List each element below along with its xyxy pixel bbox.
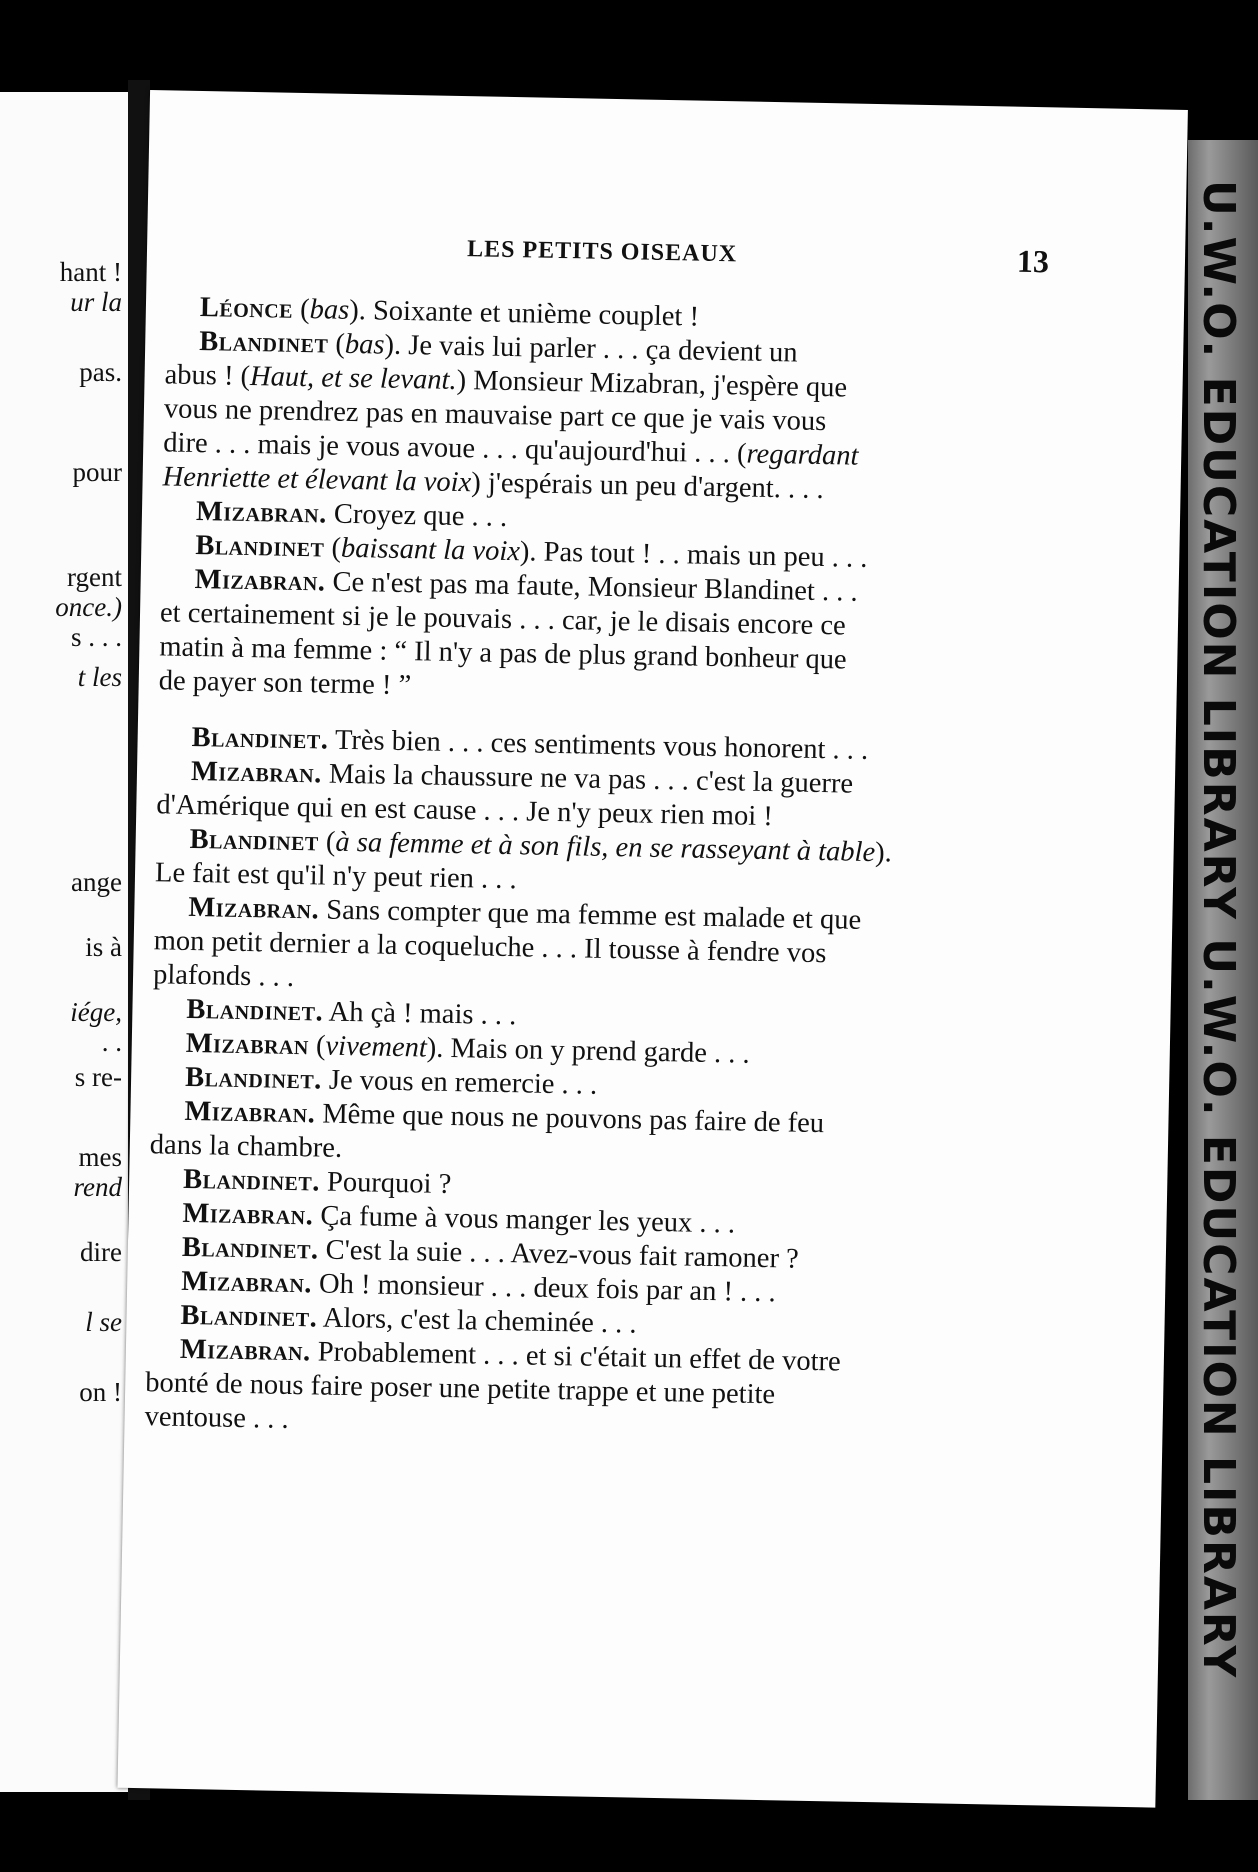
stage-direction: à sa femme et à son fils, en se rasseyant à table (335, 826, 876, 869)
left-page-fragment: mes (78, 1142, 122, 1172)
dialogue-text: ). Pas tout ! . . mais un peu . . . (519, 536, 868, 574)
dialogue-text: ). Mais on y prend garde . . . (426, 1032, 750, 1070)
stage-direction: regardant (746, 438, 859, 472)
left-page-fragment: once.) (55, 592, 122, 622)
play-dialogue (144, 290, 1036, 1450)
speaker-name: Mizabran. (182, 1197, 314, 1232)
left-page-fragment: ange (71, 867, 122, 897)
speaker-name: Mizabran (185, 1027, 310, 1062)
dialogue-text: C'est la suie . . . Avez-vous fait ramoner ? (318, 1234, 800, 1275)
speaker-name: Blandinet. (191, 721, 329, 756)
left-page-fragment: dire (80, 1237, 122, 1267)
dialogue-text: ) Monsieur Mizabran, j'espère que (456, 364, 848, 404)
speaker-name: Blandinet (198, 326, 329, 360)
library-stamp-text: U.W.O. EDUCATION LIBRARY U.W.O. EDUCATION LIBRARY (1193, 180, 1244, 1680)
dialogue-text: Probablement . . . et si c'était un effet de votre (310, 1336, 841, 1378)
speaker-name: Blandinet. (186, 993, 324, 1028)
dialogue-text: Oh ! monsieur . . . deux fois par an ! . . . (311, 1268, 777, 1309)
running-title: LES PETITS OISEAUX (466, 236, 738, 268)
dialogue-text: Le fait est qu'il n'y peut rien . . . (154, 857, 517, 896)
stage-direction: Henriette et élevant la voix (162, 461, 472, 499)
dialogue-text: ventouse . . . (144, 1401, 289, 1435)
dialogue-text: ( (292, 293, 310, 326)
dialogue-text: ) j'espérais un peu d'argent. . . . (470, 467, 824, 506)
speaker-name: Léonce (199, 292, 294, 325)
speaker-name: Mizabran. (194, 563, 326, 598)
dialogue-text: Pourquoi ? (319, 1166, 452, 1201)
dialogue-text: ( (318, 826, 336, 858)
left-page-fragment: rgent (67, 562, 122, 592)
dialogue-text: matin à ma femme : “ Il n'y a pas de plus grand bonheur que (159, 631, 847, 676)
dialogue-text: ( (328, 328, 346, 360)
left-page-fragment: iége, (70, 997, 122, 1027)
dialogue-text: Je vous en remercie . . . (321, 1064, 598, 1101)
dialogue-text: d'Amérique qui en est cause . . . Je n'y peux rien moi ! (156, 789, 774, 833)
speaker-name: Blandinet. (184, 1061, 323, 1096)
left-page-fragment: on ! (79, 1377, 122, 1407)
left-page-fragment: s re- (74, 1062, 122, 1092)
left-page-fragment: ur la (70, 287, 122, 317)
page-number: 13 (1016, 242, 1050, 280)
speaker-name: Mizabran. (195, 495, 328, 530)
running-header (147, 230, 1186, 290)
dialogue-text: Ce n'est pas ma faute, Monsieur Blandinet . . . (325, 566, 858, 608)
dialogue-text: plafonds . . . (152, 959, 295, 993)
dialogue-text: mon petit dernier a la coqueluche . . . Il tousse à fendre vos (153, 925, 827, 970)
stage-direction: vivement (325, 1030, 428, 1064)
speaker-name: Mizabran. (184, 1095, 316, 1130)
speaker-name: Mizabran. (190, 755, 323, 790)
left-page-fragment: s . . . (70, 622, 122, 652)
left-page-fragment: . . (101, 1027, 122, 1057)
stage-direction: bas (309, 294, 350, 326)
left-page-fragment: is à (85, 932, 122, 962)
dialogue-text: Ah çà ! mais . . . (322, 996, 517, 1032)
dialogue-text: bonté de nous faire poser une petite trappe et une petite (144, 1367, 776, 1411)
speaker-name: Blandinet (195, 529, 325, 564)
dialogue-text: vous ne prendrez pas en mauvaise part ce que je vais vous (163, 393, 827, 438)
stage-direction: baissant la voix (340, 532, 521, 568)
dialogue-text: Alors, c'est la cheminée . . . (316, 1302, 637, 1340)
speaker-name: Mizabran. (180, 1265, 313, 1300)
speaker-name: Blandinet. (181, 1231, 319, 1266)
dialogue-text: et certainement si je le pouvais . . . car, je le disais encore ce (159, 597, 846, 642)
speaker-name: Blandinet. (180, 1299, 318, 1334)
left-page-fragment: rend (73, 1172, 122, 1202)
stage-direction: bas (344, 328, 385, 361)
dialogue-text: Ça fume à vous manger les yeux . . . (312, 1200, 736, 1240)
left-facing-page (0, 92, 128, 1792)
book-page (117, 90, 1187, 1808)
dialogue-text: ). Soixante et unième couplet ! (348, 294, 700, 333)
dialogue-text: dans la chambre. (149, 1129, 343, 1164)
left-page-fragment: hant ! (59, 257, 122, 287)
left-page-fragment: t les (77, 662, 122, 692)
dialogue-text: ( (308, 1030, 326, 1062)
library-stamp-strip (1188, 140, 1258, 1800)
dialogue-text: ). (874, 837, 893, 869)
dialogue-text: Mais la chaussure ne va pas . . . c'est la guerre (321, 758, 854, 800)
dialogue-text: dire . . . mais je vous avoue . . . qu'aujourd'hui . . . ( (163, 427, 747, 470)
left-page-fragment: pour (72, 457, 122, 487)
dialogue-text: Même que nous ne pouvons pas faire de feu (314, 1098, 825, 1140)
speaker-name: Mizabran. (188, 891, 320, 926)
dialogue-text: ( (324, 532, 342, 564)
speaker-name: Mizabran. (179, 1333, 311, 1368)
dialogue-text: ). Je vais lui parler . . . ça devient un (384, 329, 798, 369)
speaker-name: Blandinet (189, 823, 320, 858)
dialogue-text: Sans compter que ma femme est malade et que (318, 894, 862, 936)
speaker-name: Blandinet. (182, 1163, 321, 1198)
left-page-fragment: l se (85, 1307, 122, 1337)
dialogue-text: Croyez que . . . (326, 498, 508, 533)
stage-direction: Haut, et se levant. (249, 361, 457, 396)
dialogue-text: Très bien . . . ces sentiments vous honorent . . . (328, 724, 869, 766)
dialogue-text: abus ! ( (164, 359, 251, 393)
dialogue-text: de payer son terme ! ” (158, 665, 412, 702)
left-page-fragment: pas. (79, 357, 122, 387)
